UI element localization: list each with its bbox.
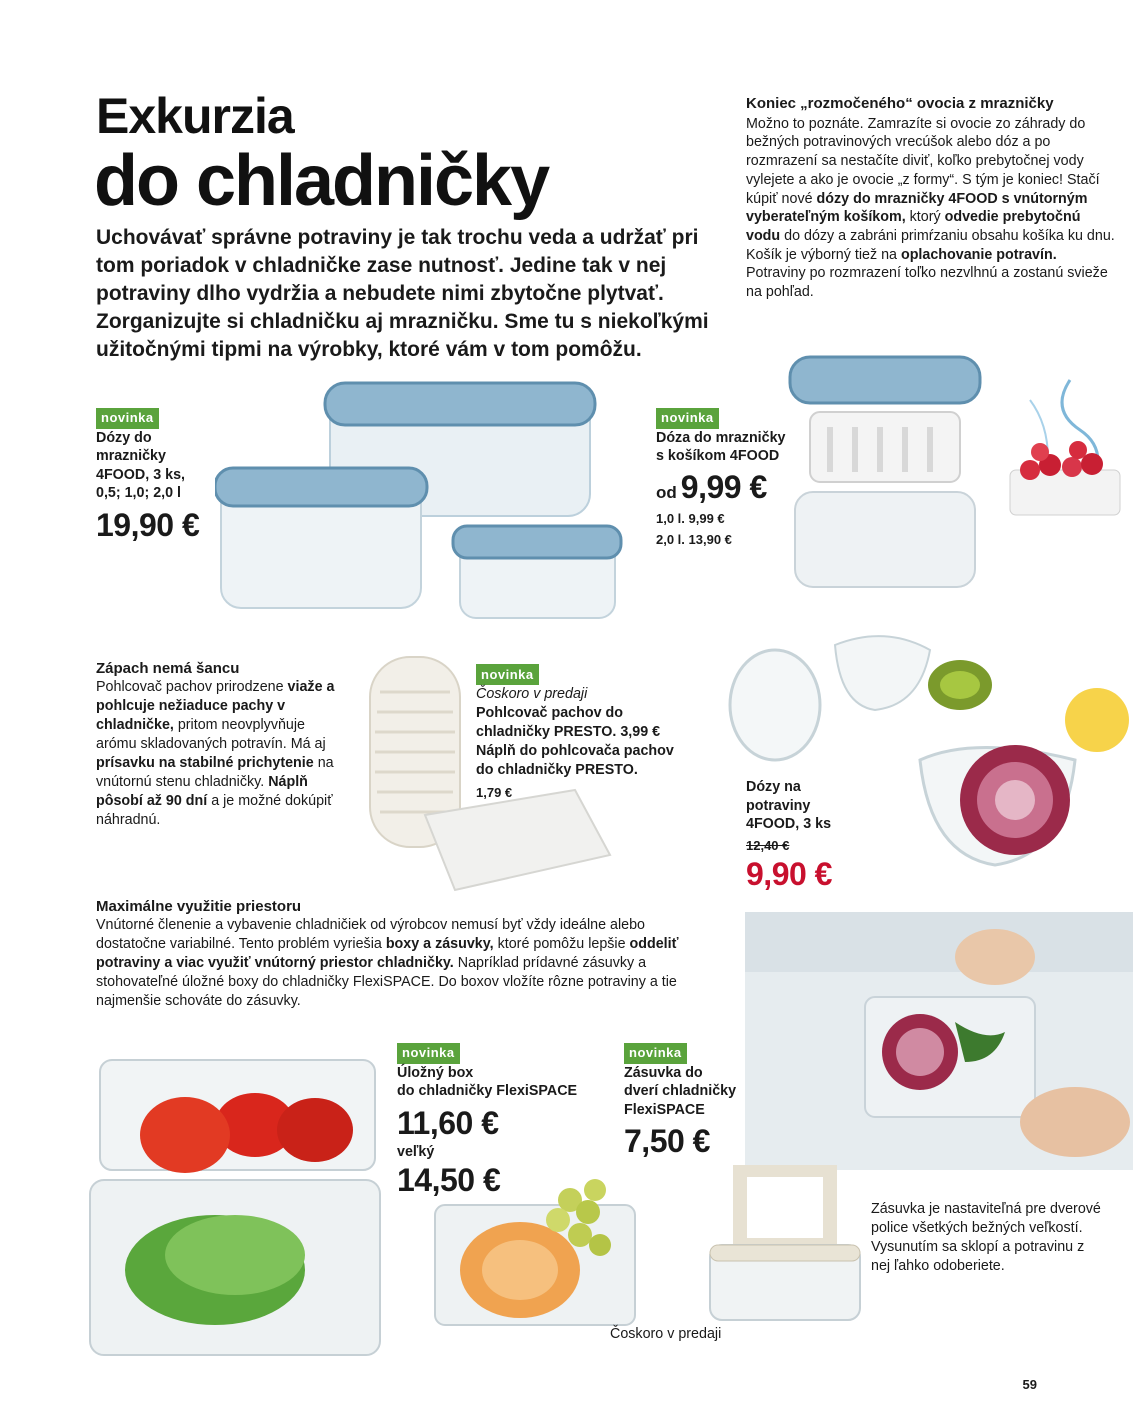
product-name-line: 0,5; 1,0; 2,0 l bbox=[96, 485, 182, 501]
odor-t2: pritom neovplyvňuje arómu skladovaných potravín. Má aj bbox=[96, 717, 326, 752]
odor-article bbox=[96, 659, 346, 830]
variant-price: 2,0 l. 13,90 € bbox=[656, 532, 732, 547]
sidebar-heading: Koniec „rozmočeného“ ovocia z mrazničky bbox=[746, 95, 1054, 112]
page-title-line2: do chladničky bbox=[94, 141, 549, 221]
odor-b1: viaže a pohlcuje nežiaduce pachy v chladničke, bbox=[96, 679, 335, 733]
odor-heading: Zápach nemá šancu bbox=[96, 660, 240, 677]
sidebar-bold-b: odvedie prebytočnú vodu bbox=[746, 209, 1081, 244]
variant-price: 1,0 l. 9,99 € bbox=[656, 510, 725, 526]
product-price-large: 14,50 € bbox=[397, 1162, 501, 1198]
price-prefix: od bbox=[656, 482, 677, 502]
product-price: 11,60 € bbox=[397, 1104, 499, 1141]
freezer-basket-image bbox=[785, 352, 985, 597]
product-name-line: 4FOOD, 3 ks, bbox=[96, 466, 185, 483]
space-heading: Maximálne využitie priestoru bbox=[96, 898, 302, 915]
sidebar-bold-a: dózy do mrazničky 4FOOD s vnútorným vyberateľným košíkom, bbox=[746, 190, 1088, 226]
product-name-line: Dózy na bbox=[746, 779, 801, 795]
sidebar-text-b: ktorý bbox=[905, 209, 945, 226]
product-price: 7,50 € bbox=[624, 1123, 710, 1159]
door-drawer-caption: Zásuvka je nastaviteľná pre dverové police všetkých bežných veľkostí. Vysunutím sa sklopí a potravinu z nej ľahko odoberiete. bbox=[871, 1201, 1101, 1274]
odor-t1: Pohlcovač pachov prirodzene bbox=[96, 679, 288, 695]
product-name-line: mrazničky bbox=[96, 448, 166, 464]
product-name-line: potraviny bbox=[746, 797, 811, 814]
odor-b2: prísavku na stabilné prichytenie bbox=[96, 755, 314, 771]
freezer-boxes-image bbox=[215, 378, 625, 628]
old-price: 12,40 € bbox=[746, 837, 790, 853]
intro-text: Uchovávať správne potraviny je tak trochu veda a udržať pri tom poriadok v chladničke zase nutnosť. Jedine tak v nej potraviny dlho vydržia a nebudete nimi zbytočne plytvať. Zorganizujte si chladničku aj mrazničku. Sme tu s niekoľkými užitočnými tipmi na výrobky, ktoré vám v tom pomôžu. bbox=[96, 226, 709, 361]
page-title-line1: Exkurzia bbox=[96, 88, 294, 144]
product-freezer-boxes bbox=[96, 408, 199, 544]
new-badge: novinka bbox=[476, 664, 539, 685]
space-text bbox=[96, 916, 686, 1011]
product-price: 9,99 € bbox=[680, 468, 767, 505]
product-line: Náplň do pohlcovača pachov bbox=[476, 743, 674, 759]
odor-t3: na vnútornú stenu chladničky. bbox=[96, 755, 334, 790]
product-name-line: FlexiSPACE bbox=[624, 1101, 705, 1118]
space-t1: Vnútorné členenie a vybavenie chladničiek od výrobcov nemusí byť vždy ideálne alebo dostatočne variabilné. Tento problém vyriešia bbox=[96, 917, 645, 952]
product-line: chladničky PRESTO. 3,99 € bbox=[476, 724, 661, 740]
size-label: veľký bbox=[397, 1143, 435, 1160]
product-line: 1,79 € bbox=[476, 785, 513, 800]
product-glass-boxes bbox=[746, 778, 832, 893]
sidebar-text-d: Potraviny po rozmrazení toľko nezvlhnú a zostanú svieže na pohľad. bbox=[746, 265, 1108, 301]
odor-t4: a je možné dokúpiť náhradnú. bbox=[96, 793, 333, 828]
space-b1: boxy a zásuvky, bbox=[385, 936, 494, 952]
sidebar-text bbox=[746, 115, 1116, 302]
coming-soon: Čoskoro v predaji bbox=[610, 1326, 722, 1342]
product-name-line: Úložný box bbox=[397, 1064, 474, 1081]
new-badge: novinka bbox=[656, 408, 719, 429]
product-storage-box bbox=[397, 1043, 577, 1199]
product-odor-absorber bbox=[476, 664, 686, 802]
product-name-line: dverí chladničky bbox=[624, 1083, 737, 1099]
product-name-line: 4FOOD, 3 ks bbox=[746, 816, 832, 832]
space-article bbox=[96, 897, 686, 1011]
space-t3: Napríklad prídavné zásuvky a stohovateľné úložné boxy do chladničky FlexiSPACE. Do boxov vložíte rôzne potraviny a tie najmenšie schováte do zásuvky. bbox=[96, 955, 677, 1009]
product-name-line: do chladničky FlexiSPACE bbox=[397, 1083, 578, 1099]
product-freezer-basket bbox=[656, 408, 786, 550]
door-drawer-image bbox=[700, 1165, 870, 1330]
new-badge: novinka bbox=[96, 408, 159, 429]
odor-b3: Náplň pôsobí až 90 dní bbox=[96, 774, 308, 809]
product-price: 9,90 € bbox=[746, 856, 832, 892]
product-line: Pohlcovač pachov do bbox=[476, 705, 623, 721]
page-number: 59 bbox=[1022, 1377, 1037, 1392]
product-door-drawer bbox=[624, 1043, 736, 1160]
product-name-line: s košíkom 4FOOD bbox=[656, 448, 780, 464]
space-b2: oddeliť potraviny a viac využiť vnútorný priestor chladničky. bbox=[96, 936, 679, 971]
sidebar-text-a: Možno to poznáte. Zamrazíte si ovocie zo záhrady do bežných potravinových vrecúšok alebo dóz a po rozmrazení sa nestačíte diviť, koľko prebytočnej vody vylejete a ako je ovocie „z formy“. S tým je koniec! Stačí kúpiť nové bbox=[746, 115, 1100, 207]
product-name-line: Zásuvka do bbox=[624, 1064, 703, 1081]
product-name-line: Dóza do mrazničky bbox=[656, 429, 786, 446]
storage-box-image bbox=[85, 1040, 405, 1370]
product-name-line: Dózy do bbox=[96, 429, 152, 446]
space-t2: ktoré pomôžu lepšie bbox=[493, 936, 630, 952]
sidebar-text-c: do dózy a zabráni primŕzaniu obsahu košíka ku dnu. Košík je výborný tiež na bbox=[746, 227, 1115, 263]
coming-soon: Čoskoro v predaji bbox=[476, 686, 588, 702]
fridge-door-photo bbox=[745, 912, 1133, 1170]
new-badge: novinka bbox=[624, 1043, 687, 1064]
product-price: 19,90 € bbox=[96, 506, 200, 543]
strawberries-image bbox=[1000, 370, 1125, 580]
sidebar-article bbox=[746, 95, 1116, 302]
product-line: do chladničky PRESTO. bbox=[476, 762, 638, 778]
odor-text bbox=[96, 678, 346, 830]
new-badge: novinka bbox=[397, 1043, 460, 1064]
sidebar-bold-c: oplachovanie potravín. bbox=[900, 246, 1057, 263]
